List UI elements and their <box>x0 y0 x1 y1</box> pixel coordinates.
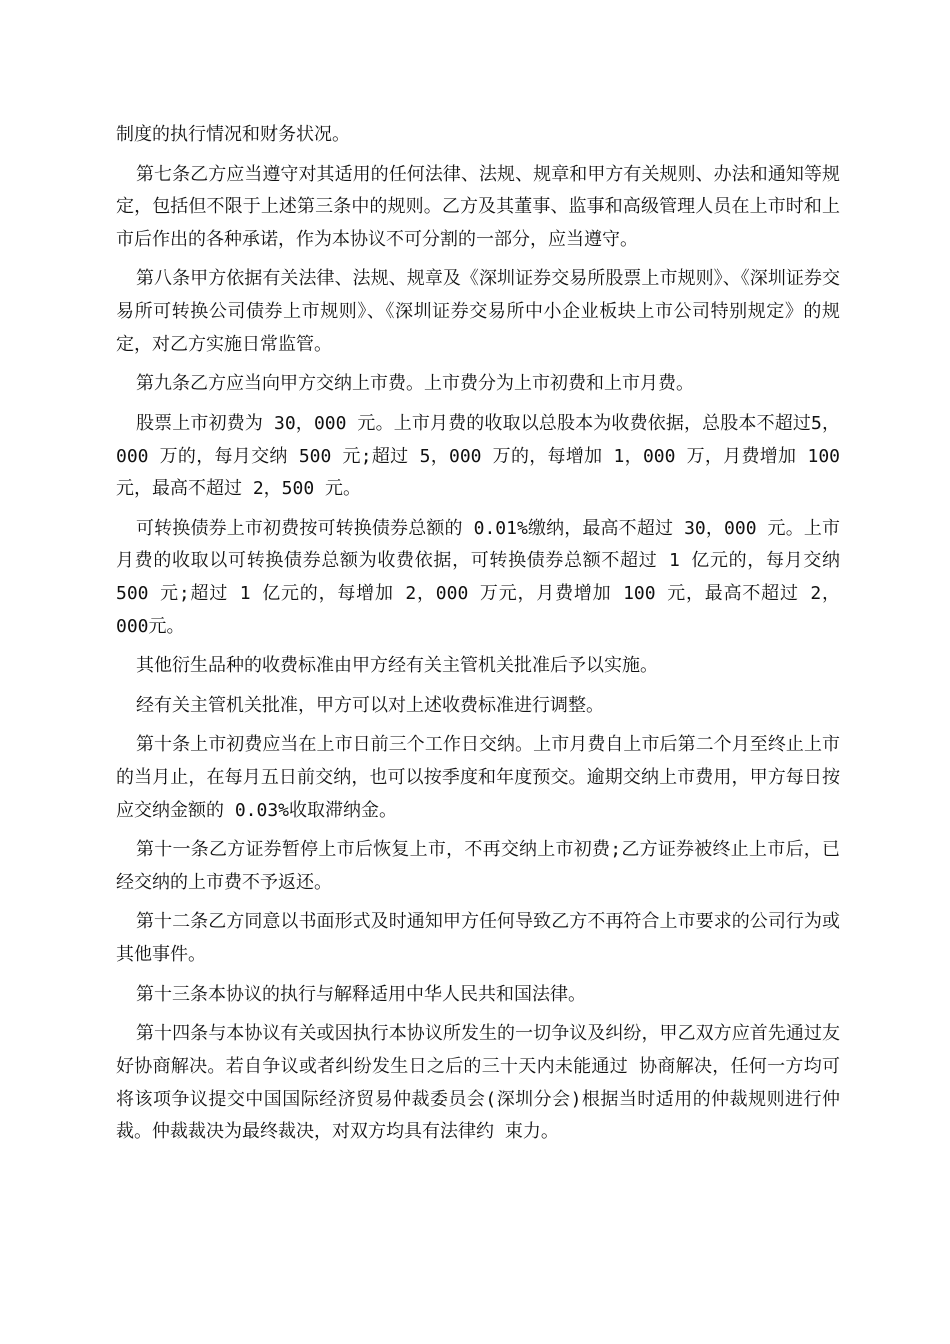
paragraph-stock-listing-fee: 股票上市初费为 30，000 元。上市月费的收取以总股本为收费依据，总股本不超过5，000 万的，每月交纳 500 元;超过 5，000 万的，每增加 1，000 万，月费增加 100 元，最高不超过 2，500 元。 <box>116 412 840 500</box>
paragraph-derivatives-fee: 其他衍生品种的收费标准由甲方经有关主管机关批准后予以实施。 <box>136 655 658 677</box>
paragraph-article-11: 第十一条乙方证券暂停上市后恢复上市，不再交纳上市初费;乙方证券被终止上市后，已经交纳的上市费不予返还。 <box>116 839 840 893</box>
paragraph-article-13: 第十三条本协议的执行与解释适用中华人民共和国法律。 <box>136 983 586 1005</box>
document-page <box>116 119 840 1156</box>
paragraph-continuation: 制度的执行情况和财务状况。 <box>116 124 350 145</box>
paragraph-article-14: 第十四条与本协议有关或因执行本协议所发生的一切争议及纠纷，甲乙双方应首先通过友好协商解决。若自争议或者纠纷发生日之后的三十天内未能通过 协商解决，任何一方均可将该项争议提交中国国际经济贸易仲裁委员会(深圳分会)根据当时适用的仲裁规则进行仲裁。仲裁裁决为最终裁决，对双方均具有法律约 束力。 <box>116 1023 840 1143</box>
paragraph-article-10: 第十条上市初费应当在上市日前三个工作日交纳。上市月费自上市后第二个月至终止上市的当月止，在每月五日前交纳，也可以按季度和年度预交。逾期交纳上市费用，甲方每日按应交纳金额的 0.03%收取滞纳金。 <box>116 734 840 821</box>
paragraph-fee-adjustment: 经有关主管机关批准，甲方可以对上述收费标准进行调整。 <box>136 694 604 716</box>
paragraph-convertible-bond-fee: 可转换债券上市初费按可转换债券总额的 0.01%缴纳，最高不超过 30，000 元。上市月费的收取以可转换债券总额为收费依据，可转换债券总额不超过 1 亿元的，每月交纳 500 元;超过 1 亿元的，每增加 2，000 万元，月费增加 100 元，最高不超过 2，000元。 <box>116 517 840 637</box>
paragraph-article-8: 第八条甲方依据有关法律、法规、规章及《深圳证券交易所股票上市规则》、《深圳证券交易所可转换公司债券上市规则》、《深圳证券交易所中小企业板块上市公司特别规定》的规定，对乙方实施日常监管。 <box>116 268 840 355</box>
paragraph-article-12: 第十二条乙方同意以书面形式及时通知甲方任何导致乙方不再符合上市要求的公司行为或其他事件。 <box>116 911 840 966</box>
paragraph-article-9: 第九条乙方应当向甲方交纳上市费。上市费分为上市初费和上市月费。 <box>136 373 694 395</box>
paragraph-article-7: 第七条乙方应当遵守对其适用的任何法律、法规、规章和甲方有关规则、办法和通知等规定，包括但不限于上述第三条中的规则。乙方及其董事、监事和高级管理人员在上市时和上市后作出的各种承诺，作为本协议不可分割的一部分，应当遵守。 <box>116 163 840 250</box>
